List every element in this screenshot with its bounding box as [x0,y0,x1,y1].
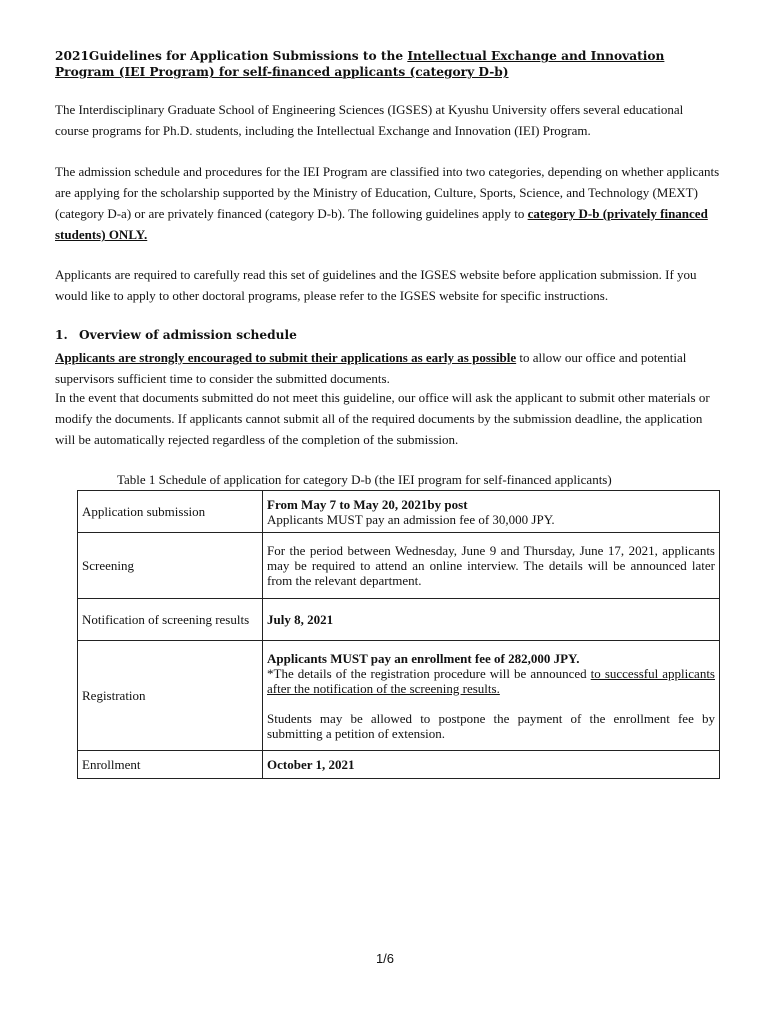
row-value-text: For the period between Wednesday, June 9 and Thursday, June 17, 2021, applicants may be required to attend an online interview. The details will be announced later from the relevant department. [267,543,715,588]
row-value-bold: October 1, 2021 [267,757,355,772]
row-value [263,533,720,599]
row-label: Screening [78,533,263,599]
row-value [263,599,720,641]
row-value-bold: From May 7 to May 20, 2021by post [267,496,468,512]
section-1-title: Overview of admission schedule [79,328,297,342]
intro-paragraph-3: Applicants are required to carefully read this set of guidelines and the IGSES website before application submission. If you would like to apply to other doctoral programs, please refer to the IGSES website for specific instructions. [55,267,697,303]
row-value [263,641,720,751]
table-row [78,533,720,599]
row-label: Application submission [78,491,263,533]
row-label: Registration [78,641,263,751]
registration-note-underlined: to successful applicants after the notification of the screening results. [267,665,715,696]
title-part-2: Intellectual Exchange and Innovation [407,49,665,63]
row-value-bold: July 8, 2021 [267,612,334,627]
section-1-number: 1. [55,328,68,342]
intro-paragraph-2-text: The admission schedule and procedures for the IEI Program are classified into two categories, depending on whether applicants are applying for the scholarship supported by the Ministry of Education, Culture, Sports, Science, and Technology (MEXT) (category D-a) or are privately financed (category D-b). The following guidelines apply to [55,164,720,221]
row-value [263,491,720,533]
table-caption: Table 1 Schedule of application for category D-b (the IEI program for self-financed applicants) [117,472,612,487]
title-part-3: Program (IEI Program) for self-financed applicants (category D-b) [55,65,509,79]
row-label: Enrollment [78,751,263,779]
row-value-text [267,666,715,696]
intro-paragraph-1: The Interdisciplinary Graduate School of Engineering Sciences (IGSES) at Kyushu University offers several educational course programs for Ph.D. students, including the Intellectual Exchange and Innovation (IEI) Program. [55,102,684,138]
row-value-bold: Applicants MUST pay an enrollment fee of 282,000 JPY. [267,650,580,666]
section-1-paragraph-1-text: to allow our office and potential supervisors sufficient time to consider the submitted documents. [55,350,687,386]
document-title [55,48,715,80]
row-label: Notification of screening results [78,599,263,641]
intro-paragraph-2-emphasis: category D-b (privately financed students) ONLY. [55,206,708,242]
row-value-text: Applicants MUST pay an admission fee of 30,000 JPY. [267,511,555,527]
row-value-text-2: Students may be allowed to postpone the payment of the enrollment fee by submitting a petition of extension. [267,710,715,741]
intro-paragraph-2 [55,161,720,245]
section-1-paragraph-1 [55,347,720,389]
row-value [263,751,720,779]
table-row [78,491,720,533]
registration-note: *The details of the registration procedure will be announced [267,665,591,681]
schedule-table [77,490,720,779]
table-row [78,641,720,751]
table-row [78,599,720,641]
section-1-paragraph-2: In the event that documents submitted do not meet this guideline, our office will ask the applicant to submit other materials or modify the documents. If applicants cannot submit all of the required documents by the submission deadline, the application will be automatically rejected regardless of the completion of the submission. [55,390,710,447]
page-number: 1/6 [375,951,395,966]
section-1-heading [55,326,297,344]
section-1-emphasis: Applicants are strongly encouraged to submit their applications as early as possible [55,350,517,365]
title-part-1: 2021Guidelines for Application Submissions to the [55,49,408,63]
table-row [78,751,720,779]
